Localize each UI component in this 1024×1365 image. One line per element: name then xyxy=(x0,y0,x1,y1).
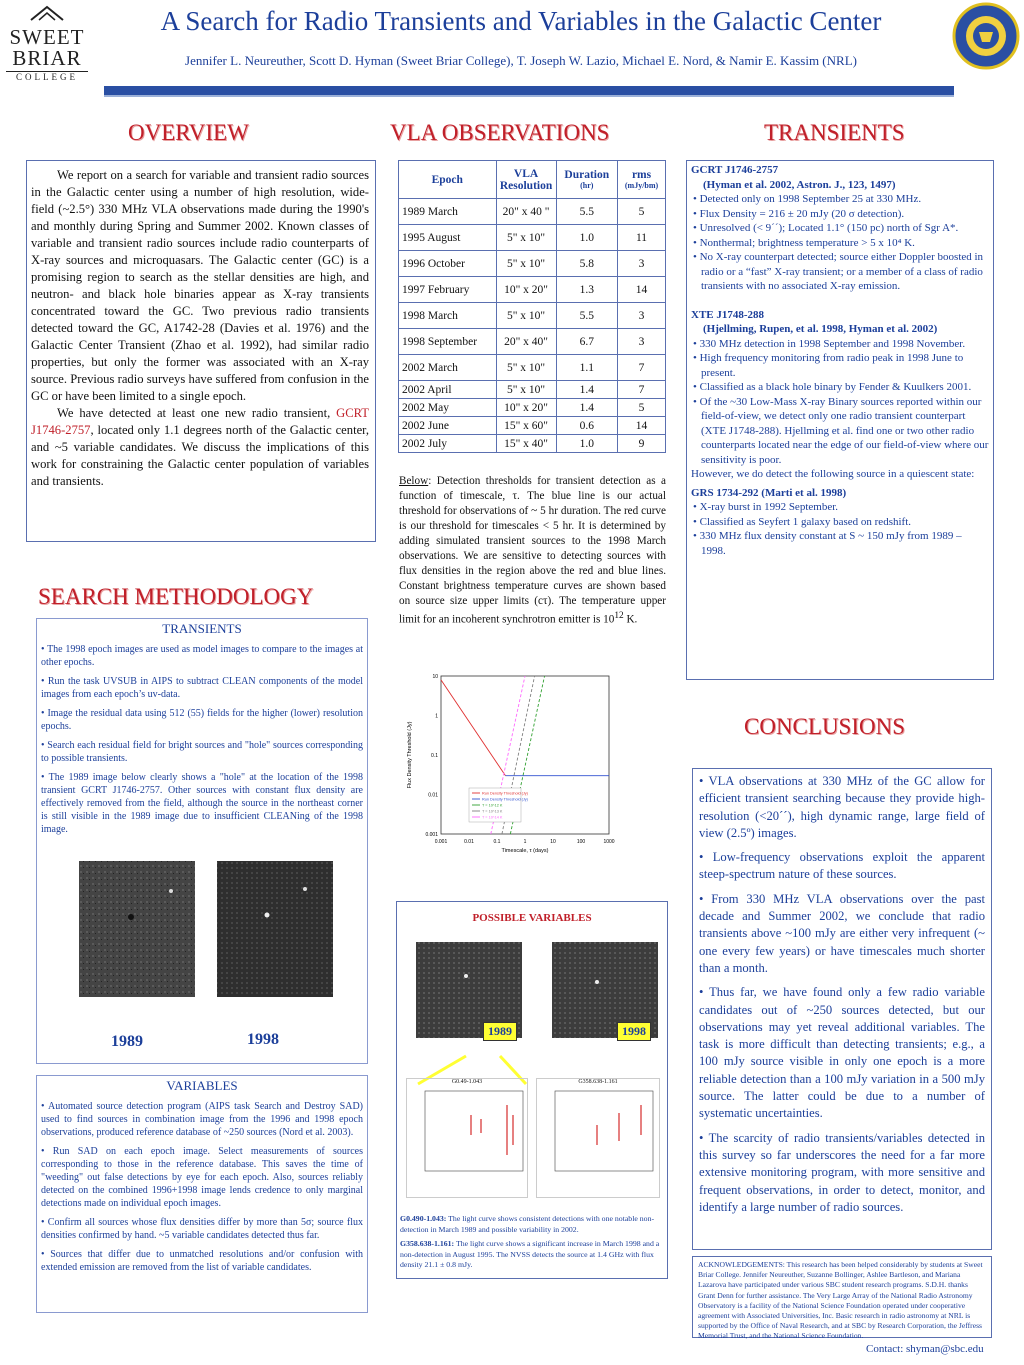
rms-cell: 3 xyxy=(618,303,666,329)
epoch-cell: 2002 June xyxy=(399,417,497,435)
col-rms: rms (mJy/bm) xyxy=(618,161,666,199)
legend-entry: T = 10^12 K xyxy=(482,803,503,808)
rms-cell: 5 xyxy=(618,199,666,225)
duration-cell: 1.1 xyxy=(556,355,618,381)
rms-cell: 3 xyxy=(618,251,666,277)
rms-cell: 7 xyxy=(618,355,666,381)
col-epoch: Epoch xyxy=(399,161,497,199)
possible-variables-title: POSSIBLE VARIABLES xyxy=(472,912,592,924)
rms-cell: 7 xyxy=(618,381,666,399)
gcrt-list xyxy=(691,192,989,294)
overview-paragraph-2: We have detected at least one new radio transient, GCRT J1746-2757, located only 1.1 degrees north of the Galactic center, and ~5 variable candidates. We discuss the implications of this work for constraining the Galactic center population of variables and transients. xyxy=(31,406,369,488)
rms-cell: 14 xyxy=(618,277,666,303)
x-tick-label: 0.001 xyxy=(434,839,448,845)
conclusion-item: • From 330 MHz VLA observations over the past decade and Summer 2002, we conclude that radio transients above ~100 mJy are either very infrequent (~ one every few years) or have timescales much shorter than a month. xyxy=(699,891,985,975)
col-duration: Duration (hr) xyxy=(556,161,618,199)
xte-name: XTE J1748-288 xyxy=(691,308,765,321)
conclusion-item: • The scarcity of radio transients/variables detected in this survey so far underscores the need for a far more extensive monitoring program, with more sensitive and frequent observations, in order to detect, monitor, and identify a large number of radio sources. xyxy=(699,1130,985,1214)
transients-subheading: TRANSIENTS xyxy=(162,621,242,636)
vla-row xyxy=(399,303,666,329)
resolution-cell: 20" x 40 " xyxy=(496,199,556,225)
vla-row xyxy=(399,355,666,381)
epoch-cell: 2002 May xyxy=(399,399,497,417)
methodology-heading: SEARCH METHODOLOGY xyxy=(38,584,314,609)
resolution-cell: 5" x 10" xyxy=(496,381,556,399)
method-step: • Confirm all sources whose flux densities differ by more than 5σ; source flux densities confirmed by hand. ~5 variable candidates detected thus far. xyxy=(41,1217,363,1241)
duration-cell: 1.3 xyxy=(556,277,618,303)
method-step: • Search each residual field for bright sources and "hole" sources corresponding to possible transients. xyxy=(41,740,363,764)
epoch-cell: 2002 March xyxy=(399,355,497,381)
variables-subheading: VARIABLES xyxy=(166,1078,238,1093)
vla-row xyxy=(399,329,666,355)
radio-image-1989 xyxy=(61,851,201,1023)
grs-item: • Classified as Seyfert 1 galaxy based on redshift. xyxy=(691,515,989,530)
legend-entry: T = 10^13 K xyxy=(482,809,503,814)
duration-cell: 5.8 xyxy=(556,251,618,277)
gcrt-item: • Flux Density = 216 ± 20 mJy (20 σ detection). xyxy=(691,207,989,222)
vla-header-row xyxy=(399,161,666,199)
however-text: However, we do detect the following source in a quiescent state: xyxy=(691,468,975,480)
resolution-cell: 10" x 20" xyxy=(496,399,556,417)
duration-cell: 0.6 xyxy=(556,417,618,435)
grs-item: • 330 MHz flux density constant at S ~ 150 mJy from 1989 – 1998. xyxy=(691,529,989,558)
variables-steps xyxy=(41,1100,363,1274)
rms-cell: 14 xyxy=(618,417,666,435)
method-step: • Automated source detection program (AIPS task Search and Destroy SAD) used to find sources in combination image from the 1996 and 1998 epoch observations, produced reference database of ~250 sources (Nord et al. 2003). xyxy=(41,1101,363,1138)
method-step: • Run the task UVSUB in AIPS to subtract CLEAN components of the model images from each epoch’s uv-data. xyxy=(41,676,363,700)
conclusions-box xyxy=(692,768,992,1250)
threshold-chart-svg xyxy=(399,664,631,874)
xte-item: • 330 MHz detection in 1998 September and 1998 November. xyxy=(691,337,989,352)
gcrt-link-text: GCRT J1746-2757 xyxy=(31,406,369,437)
method-step: • The 1989 image below clearly shows a "hole" at the location of the 1998 transient GCRT J1746-2757. Other sources with constant flux density are effectively removed from the field, although the source in the northeast corner is still visible in the 1989 image due to insufficient CLEANing of the 1998 image. xyxy=(41,772,363,835)
epoch-cell: 1989 March xyxy=(399,199,497,225)
variables-captions xyxy=(400,1214,664,1271)
x-tick-label: 1 xyxy=(523,839,527,845)
xte-item: • High frequency monitoring from radio peak in 1998 June to present. xyxy=(691,351,989,380)
gcrt-item: • Unresolved (< 9´´); Located 1.1° (150 pc) north of Sgr A*. xyxy=(691,221,989,236)
chart-frame xyxy=(441,676,609,834)
duration-cell: 1.4 xyxy=(556,399,618,417)
methodology-box xyxy=(36,618,368,1064)
vla-row xyxy=(399,417,666,435)
gcrt-item: • Detected only on 1998 September 25 at 330 MHz. xyxy=(691,192,989,207)
variables-method-box xyxy=(36,1075,368,1313)
transients-steps xyxy=(41,643,363,836)
epoch-cell: 1996 October xyxy=(399,251,497,277)
nrl-seal-icon xyxy=(952,2,1020,70)
lightcurve-plot-1: G0.49-1.043 xyxy=(406,1078,528,1198)
variable-caption-2: G358.638-1.161: The light curve shows a significant increase in March 1998 and a non-detection in August 1995. The NVSS detects the source at 1.4 GHz with flux density 21.1 ± 0.8 mJy. xyxy=(400,1239,660,1269)
poster-title: A Search for Radio Transients and Variables in the Galactic Center xyxy=(160,6,882,36)
gcrt-item: • No X-ray counterpart detected; source either Doppler boosted in radio or a “fast” X-ray transient; or a member of a class of radio transients with no associated X-ray emission. xyxy=(691,250,989,294)
xte-item: • Classified as a black hole binary by Fender & Kuulkers 2001. xyxy=(691,380,989,395)
sweet-briar-logo xyxy=(6,4,88,90)
method-step: • The 1998 epoch images are used as model images to compare to the images at other epochs. xyxy=(41,644,363,668)
duration-cell: 5.5 xyxy=(556,199,618,225)
rms-cell: 5 xyxy=(618,399,666,417)
resolution-cell: 20" x 40" xyxy=(496,329,556,355)
grs-item: • X-ray burst in 1992 September. xyxy=(691,500,989,515)
y-tick-label: 0.01 xyxy=(428,792,438,799)
variable-caption-1: G0.490-1.043: The light curve shows consistent detections with one notable non-detection in March 1989 and possible variability in 2002. xyxy=(400,1214,655,1234)
resolution-cell: 10" x 20" xyxy=(496,277,556,303)
x-axis-label: Timescale, τ (days) xyxy=(501,848,549,854)
image-label-1989: 1989 xyxy=(111,1033,143,1050)
transients-heading: TRANSIENTS xyxy=(764,120,905,145)
duration-cell: 1.4 xyxy=(556,381,618,399)
x-tick-label: 10 xyxy=(550,839,556,845)
header-rule-shadow xyxy=(104,95,954,97)
header-rule xyxy=(104,86,954,95)
resolution-cell: 5" x 10" xyxy=(496,355,556,381)
epoch-cell: 1997 February xyxy=(399,277,497,303)
series-line-0 xyxy=(441,680,505,776)
gcrt-ref: (Hyman et al. 2002, Astron. J., 123, 1497) xyxy=(703,178,896,191)
resolution-cell: 15" x 40" xyxy=(496,435,556,453)
xte-item: • Of the ~30 Low-Mass X-ray Binary sources reported within our field-of-view, we detect only one radio transient counterpart (XTE J1748-288). Hjellming et al. find one or two other radio counterparts located near the edge of our field-of-view where our sensitivity is poor. xyxy=(691,395,989,468)
x-tick-label: 0.1 xyxy=(493,839,501,845)
gcrt-item: • Nonthermal; brightness temperature > 5 x 10⁴ K. xyxy=(691,236,989,251)
conclusions-heading: CONCLUSIONS xyxy=(744,714,906,739)
resolution-cell: 5" x 10" xyxy=(496,303,556,329)
grs-name: GRS 1734-292 (Marti et al. 1998) xyxy=(691,486,847,499)
vla-row xyxy=(399,199,666,225)
logo-chevron-icon xyxy=(27,4,67,22)
col-resolution: VLA Resolution xyxy=(496,161,556,199)
vla-row xyxy=(399,251,666,277)
logo-line-3: COLLEGE xyxy=(6,71,88,82)
resolution-cell: 5" x 10" xyxy=(496,225,556,251)
acknowledgements: ACKNOWLEDGEMENTS: This research has been helped considerably by students at Sweet Briar College. Jennifer Neureuther, Suzanne Bollinger, Ashlee Bartleson, and Mariana Lazarova have participated under various SBC student research programs. S.D.H. thanks Grant Denn for further assistance. The Very Large Array of the National Radio Astronomy Observatory is a facility of the National Science Foundation operated under cooperative agreement with Associated Universities, Inc. Basic research in radio astronomy at NRL is supported by the Office of Naval Research, and at SBC by Research Corporation, the Jeffress Memorial Trust, and the National Science Foundation. xyxy=(692,1256,992,1338)
image-label-1998: 1998 xyxy=(247,1031,279,1048)
legend-entry: Run Density Threshold (Jy) xyxy=(482,791,528,796)
rms-cell: 3 xyxy=(618,329,666,355)
threshold-caption: Below: Detection thresholds for transient detection as a function of timescale, τ. The blue line is our actual threshold for observations of ~ 5 hr duration. The red curve is our threshold for timescales < 5 hr. It is determined by adding simulated transient sources to the 1998 March observations. We are sensitive to detecting sources with flux densities in the region above the red and blue lines. Constant brightness temperature curves are shown based on source size upper limits (cτ). The temperature upper limit for an incoherent synchrotron emitter is $10^{12}$ K. xyxy=(399,475,666,626)
variable-label-1998: 1998 xyxy=(617,1022,651,1041)
vla-row xyxy=(399,225,666,251)
duration-cell: 5.5 xyxy=(556,303,618,329)
vla-heading: VLA OBSERVATIONS xyxy=(390,120,610,145)
epoch-cell: 2002 July xyxy=(399,435,497,453)
epoch-cell: 2002 April xyxy=(399,381,497,399)
resolution-cell: 5" x 10" xyxy=(496,251,556,277)
lightcurve-plot-2: G358.638-1.161 xyxy=(536,1078,660,1198)
y-tick-label: 10 xyxy=(432,674,438,680)
rms-cell: 11 xyxy=(618,225,666,251)
logo-line-1: SWEET xyxy=(9,25,85,49)
duration-cell: 1.0 xyxy=(556,225,618,251)
threshold-chart xyxy=(399,664,631,874)
overview-paragraph-1: We report on a search for variable and transient radio sources in the Galactic center using a number of high resolution, wide-field (~2.5°) 330 MHz VLA observations made during the 1990's and monthly during Spring and Summer 2002. Known classes of variable and transient radio sources include radio counterparts of X-ray sources and microquasars. The Galactic center (GC) is a promising region to search as the stellar densities are high, and neutron- and black hole binaries appear as X-ray transients concentrated toward the GC. Two previous radio transients detected toward the GC, A1742-28 (Davies et al. 1976) and the Galactic Center Transient (Zhao et al. 1992), had similar radio properties, but only the former was associated with an X-ray source. Previous radio surveys have suffered from confusion in the GC or have been limited to a single epoch. xyxy=(31,168,369,403)
contact-email[interactable]: Contact: shyman@sbc.edu xyxy=(866,1343,984,1355)
vla-row xyxy=(399,381,666,399)
xte-ref: (Hjellming, Rupen, et al. 1998, Hyman et al. 2002) xyxy=(703,323,938,335)
gcrt-name: GCRT J1746-2757 xyxy=(691,164,779,176)
method-step: • Run SAD on each epoch image. Select measurements of sources corresponding to those in the reference database. This saves the time of "weeding" out false detections by eye for each epoch. Also, sources reliably detected on the combined 1996+1998 image lends credence to only marginal detections made on individual epoch images. xyxy=(41,1146,363,1209)
vla-row xyxy=(399,277,666,303)
legend-entry: Run Density Threshold (Jy) xyxy=(482,797,528,802)
overview-heading: OVERVIEW xyxy=(128,120,249,145)
xte-list xyxy=(691,337,989,468)
grs-list xyxy=(691,500,989,558)
vla-row xyxy=(399,399,666,417)
variable-label-1989: 1989 xyxy=(483,1022,517,1041)
epoch-cell: 1998 March xyxy=(399,303,497,329)
y-tick-label: 1 xyxy=(435,713,438,720)
logo-line-2: BRIAR xyxy=(12,46,82,70)
poster-authors: Jennifer L. Neureuther, Scott D. Hyman (Sweet Briar College), T. Joseph W. Lazio, Michael E. Nord, & Namir E. Kassim (NRL) xyxy=(185,53,857,68)
vla-row xyxy=(399,435,666,453)
method-step: • Image the residual data using 512 (55) fields for the higher (lower) resolution epochs. xyxy=(41,708,363,732)
epoch-cell: 1995 August xyxy=(399,225,497,251)
x-tick-label: 0.01 xyxy=(464,839,474,845)
x-tick-label: 100 xyxy=(576,839,586,845)
method-step: • Sources that differ due to unmatched resolutions and/or confusion with extended emission are removed from the list of variable candidates. xyxy=(41,1249,363,1273)
conclusion-item: • Low-frequency observations exploit the apparent steep-spectrum nature of these sources. xyxy=(699,850,985,882)
rms-cell: 9 xyxy=(618,435,666,453)
y-tick-label: 0.1 xyxy=(431,753,438,759)
epoch-cell: 1998 September xyxy=(399,329,497,355)
radio-image-1998 xyxy=(205,851,345,1023)
y-tick-label: 0.001 xyxy=(425,832,438,838)
overview-box xyxy=(26,160,376,542)
transients-box xyxy=(686,160,994,680)
legend-entry: T = 10^14 K xyxy=(482,815,503,820)
vla-table xyxy=(398,160,666,453)
resolution-cell: 15" x 60" xyxy=(496,417,556,435)
lightcurve-1-svg xyxy=(407,1085,527,1185)
duration-cell: 1.0 xyxy=(556,435,618,453)
x-tick-label: 1000 xyxy=(603,839,615,845)
lightcurve-2-svg xyxy=(537,1085,659,1185)
conclusion-item: • Thus far, we have found only a few radio variable candidates out of ~250 sources detected, but our observations may yet reveal additional variables. The task is more difficult than detecting transients; e.g., a 100 mJy source visible in only one epoch is a more reliable detection than a 100 mJy variation in a 500 mJy source. The latter could be due to a number of systematic uncertainties. xyxy=(699,985,985,1121)
duration-cell: 6.7 xyxy=(556,329,618,355)
y-axis-label: Flux Density Threshold (Jy) xyxy=(407,721,413,789)
conclusion-item: • VLA observations at 330 MHz of the GC allow for efficient transient searching because they provide high-resolution (<20´´), high dynamic range, large field of view (2.5º) images. xyxy=(699,774,985,840)
